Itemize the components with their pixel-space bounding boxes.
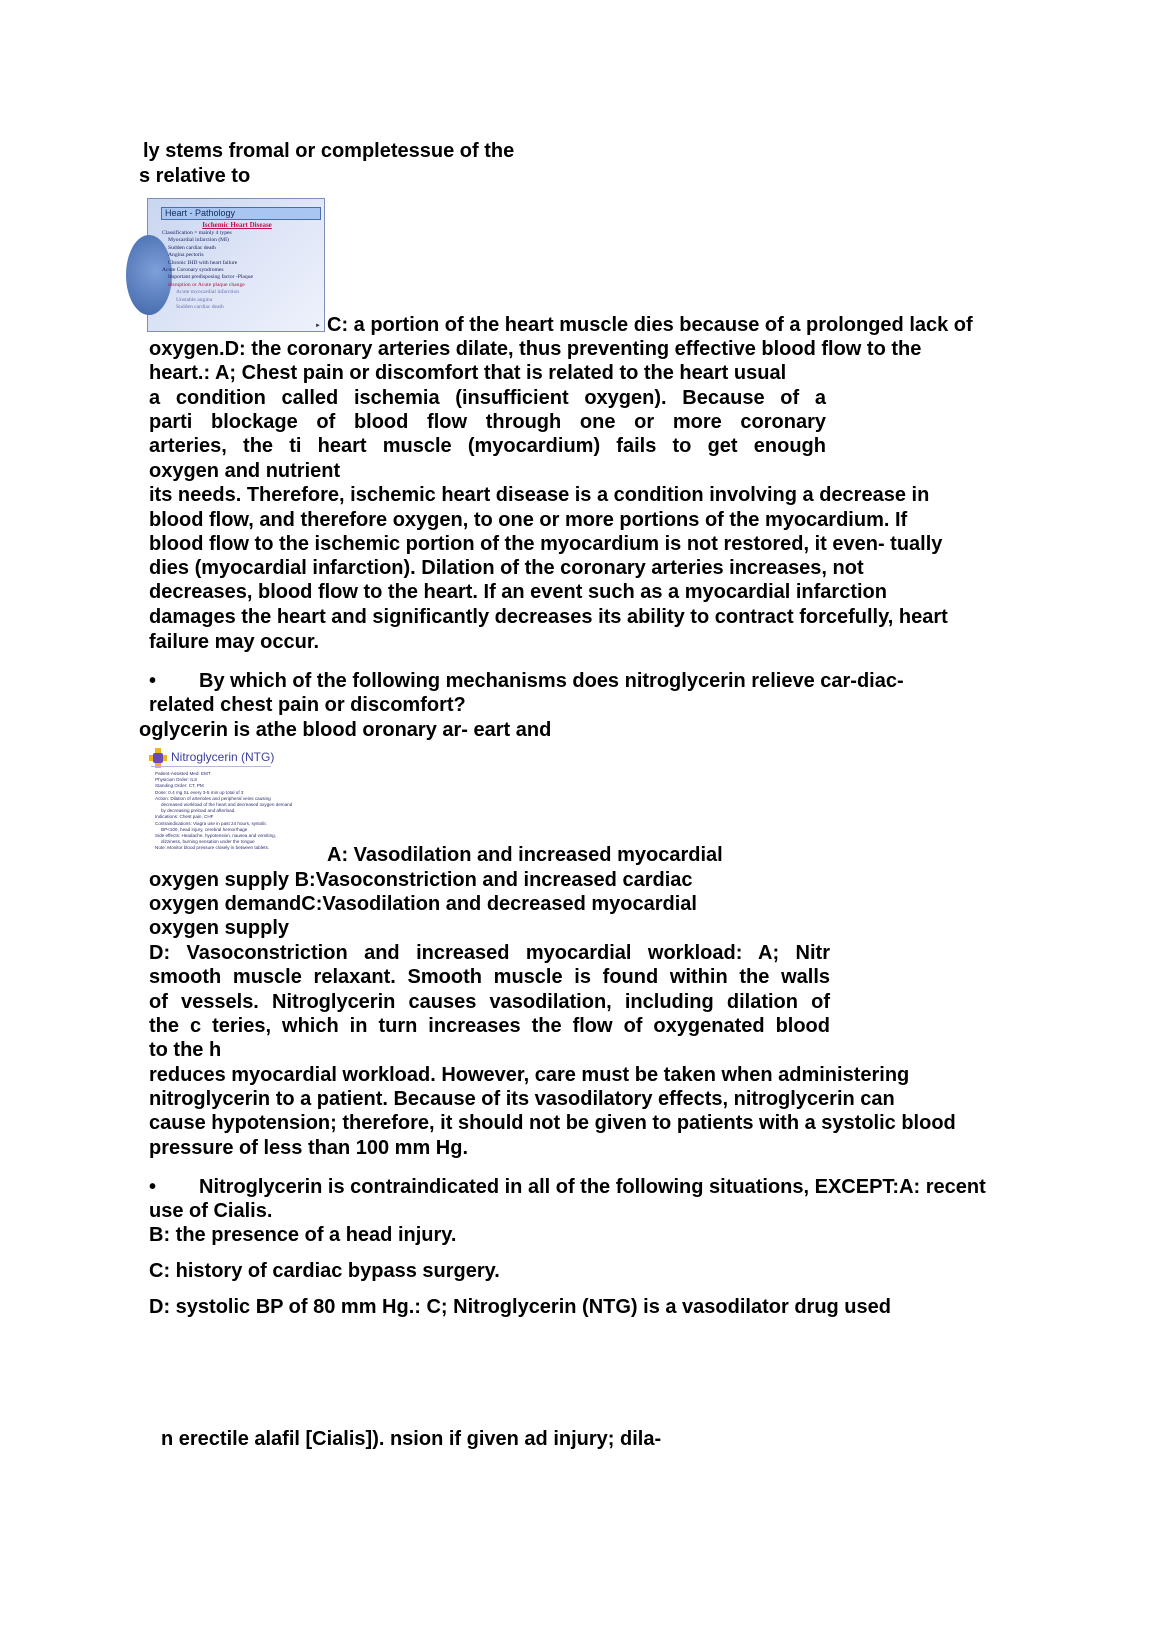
body-line: parti blockage of blood flow through one or more coronary xyxy=(149,411,826,433)
slide-item: BP<100, head injury, cerebral hemorrhage xyxy=(161,826,248,832)
next-arrow-icon: ► xyxy=(315,323,321,329)
body-line: its needs. Therefore, ischemic heart disease is a condition involving a decrease in xyxy=(149,484,930,506)
option-text: C: history of cardiac bypass surgery. xyxy=(149,1260,500,1282)
body-line: pressure of less than 100 mm Hg. xyxy=(149,1137,469,1159)
body-line: blood flow, and therefore oxygen, to one or more portions of the myocardium. If xyxy=(149,509,908,531)
question-text: Nitroglycerin is contraindicated in all of the following situations, EXCEPT:A: recent xyxy=(199,1176,986,1198)
slide-item: Standing Order: CT, PM xyxy=(155,783,204,789)
option-text: B: the presence of a head injury. xyxy=(149,1224,457,1246)
slide-header: Heart - Pathology xyxy=(161,207,321,220)
answer-c-text: C: a portion of the heart muscle dies because of a prolonged lack of xyxy=(327,314,973,336)
slide-item: Patient-Assisted Med: EMT xyxy=(155,771,211,776)
slide-item: Classification = mainly 4 types xyxy=(162,230,232,236)
slide-item: Chronic IHD with heart failure xyxy=(168,259,238,266)
body-line: cause hypotension; therefore, it should not be given to patients with a systolic blood xyxy=(149,1112,956,1134)
question-text: related chest pain or discomfort? xyxy=(149,694,466,716)
slide-item: Indications: Chest pain, CHF xyxy=(155,814,214,820)
slide-item: Important predisposing factor -Plaque xyxy=(168,274,253,281)
slide-item: Angina pectoris xyxy=(168,252,204,259)
question-text: By which of the following mechanisms does nitroglycerin relieve car-diac- xyxy=(199,670,904,692)
option-text: D: systolic BP of 80 mm Hg.: C; Nitroglycerin (NTG) is a vasodilator drug used xyxy=(149,1296,891,1318)
body-line: smooth muscle relaxant. Smooth muscle is found within the walls xyxy=(149,966,830,988)
slide-item: Acute Coronary syndromes xyxy=(162,267,224,274)
body-line: failure may occur. xyxy=(149,631,320,653)
body-line: damages the heart and significantly decreases its ability to contract forcefully, heart xyxy=(149,606,948,628)
slide-item: Contraindications: Viagra use in past 24 hours, systolic xyxy=(155,820,267,826)
slide-item: Physician Order: ILS xyxy=(155,777,198,783)
slide-title: Nitroglycerin (NTG) xyxy=(171,750,275,764)
body-line: a condition called ischemia (insufficient oxygen). Because of a xyxy=(149,387,826,409)
body-line: D: Vasoconstriction and increased myocardial workload: A; Nitr xyxy=(149,942,830,964)
slide-item: disruption or Acute plaque change xyxy=(168,281,245,288)
slide-item: Note: Monitor blood pressure closely in between tablets. xyxy=(155,845,270,851)
nitroglycerin-slide-image xyxy=(147,747,325,851)
body-line: oxygen supply xyxy=(149,917,290,939)
fragment-text: n erectile alafil [Cialis]). nsion if given ad injury; dila- xyxy=(161,1428,662,1450)
body-line: nitroglycerin to a patient. Because of its vasodilatory effects, nitroglycerin can xyxy=(149,1088,895,1110)
slide-item: dizziness, burning sensation under the tongue xyxy=(161,839,255,845)
body-line: heart.: A; Chest pain or discomfort that is related to the heart usual xyxy=(149,362,787,384)
slide-item: Sudden cardiac death xyxy=(168,244,216,251)
body-line: to the h xyxy=(149,1039,222,1061)
slide-bullet-list xyxy=(155,771,323,852)
bullet-icon: • xyxy=(149,1176,157,1198)
body-line: the c teries, which in turn increases the flow of oxygenated blood xyxy=(149,1015,830,1037)
slide-item: Myocardial infarction (MI) xyxy=(168,237,229,244)
body-line: oxygen.D: the coronary arteries dilate, thus preventing effective blood flow to the xyxy=(149,338,922,360)
body-line: oxygen and nutrient xyxy=(149,460,341,482)
heart-pathology-slide-image xyxy=(147,198,325,332)
slide-item: Side effects: Headache, hypotension, nausea and vomiting, xyxy=(155,833,276,839)
body-line: decreases, blood flow to the heart. If an event such as a myocardial infarction xyxy=(149,581,887,603)
slide-item: Acute myocardial infarction xyxy=(176,289,240,296)
body-line: dies (myocardial infarction). Dilation of the coronary arteries increases, not xyxy=(149,557,864,579)
fragment-text: ly stems fromal or completessue of the xyxy=(143,140,515,162)
body-line: oxygen demandC:Vasodilation and decreased myocardial xyxy=(149,893,697,915)
fragment-text: s relative to xyxy=(139,165,251,187)
fragment-text: oglycerin is athe blood oronary ar- eart and xyxy=(139,719,552,741)
slide-item: Sudden cardiac death xyxy=(176,304,224,311)
body-line: blood flow to the ischemic portion of the myocardium is not restored, it even- tually xyxy=(149,533,943,555)
slide-item: by decreasing preload and afterload. xyxy=(161,808,236,814)
body-line: of vessels. Nitroglycerin causes vasodilation, including dilation of xyxy=(149,991,830,1013)
slide-item: decreased workload of the heart and decreased oxygen demand xyxy=(161,802,293,808)
slide-bullet-list xyxy=(162,230,322,311)
slide-item: Dose: 0.4 mg SL every 3-5 min up total of 3 xyxy=(155,789,244,795)
question-text: use of Cialis. xyxy=(149,1200,273,1222)
slide-item: Unstable angina xyxy=(176,296,213,303)
body-line: reduces myocardial workload. However, care must be taken when administering xyxy=(149,1064,910,1086)
slide-item: Action: Dilation of arterioles and peripheral veins causing xyxy=(155,795,271,801)
body-line: arteries, the ti heart muscle (myocardium) fails to get enough xyxy=(149,435,826,457)
slide-title: Ischemic Heart Disease xyxy=(202,221,272,229)
bullet-icon: • xyxy=(149,670,157,692)
body-line: oxygen supply B:Vasoconstriction and increased cardiac xyxy=(149,869,693,891)
answer-a-text: A: Vasodilation and increased myocardial xyxy=(327,844,723,866)
